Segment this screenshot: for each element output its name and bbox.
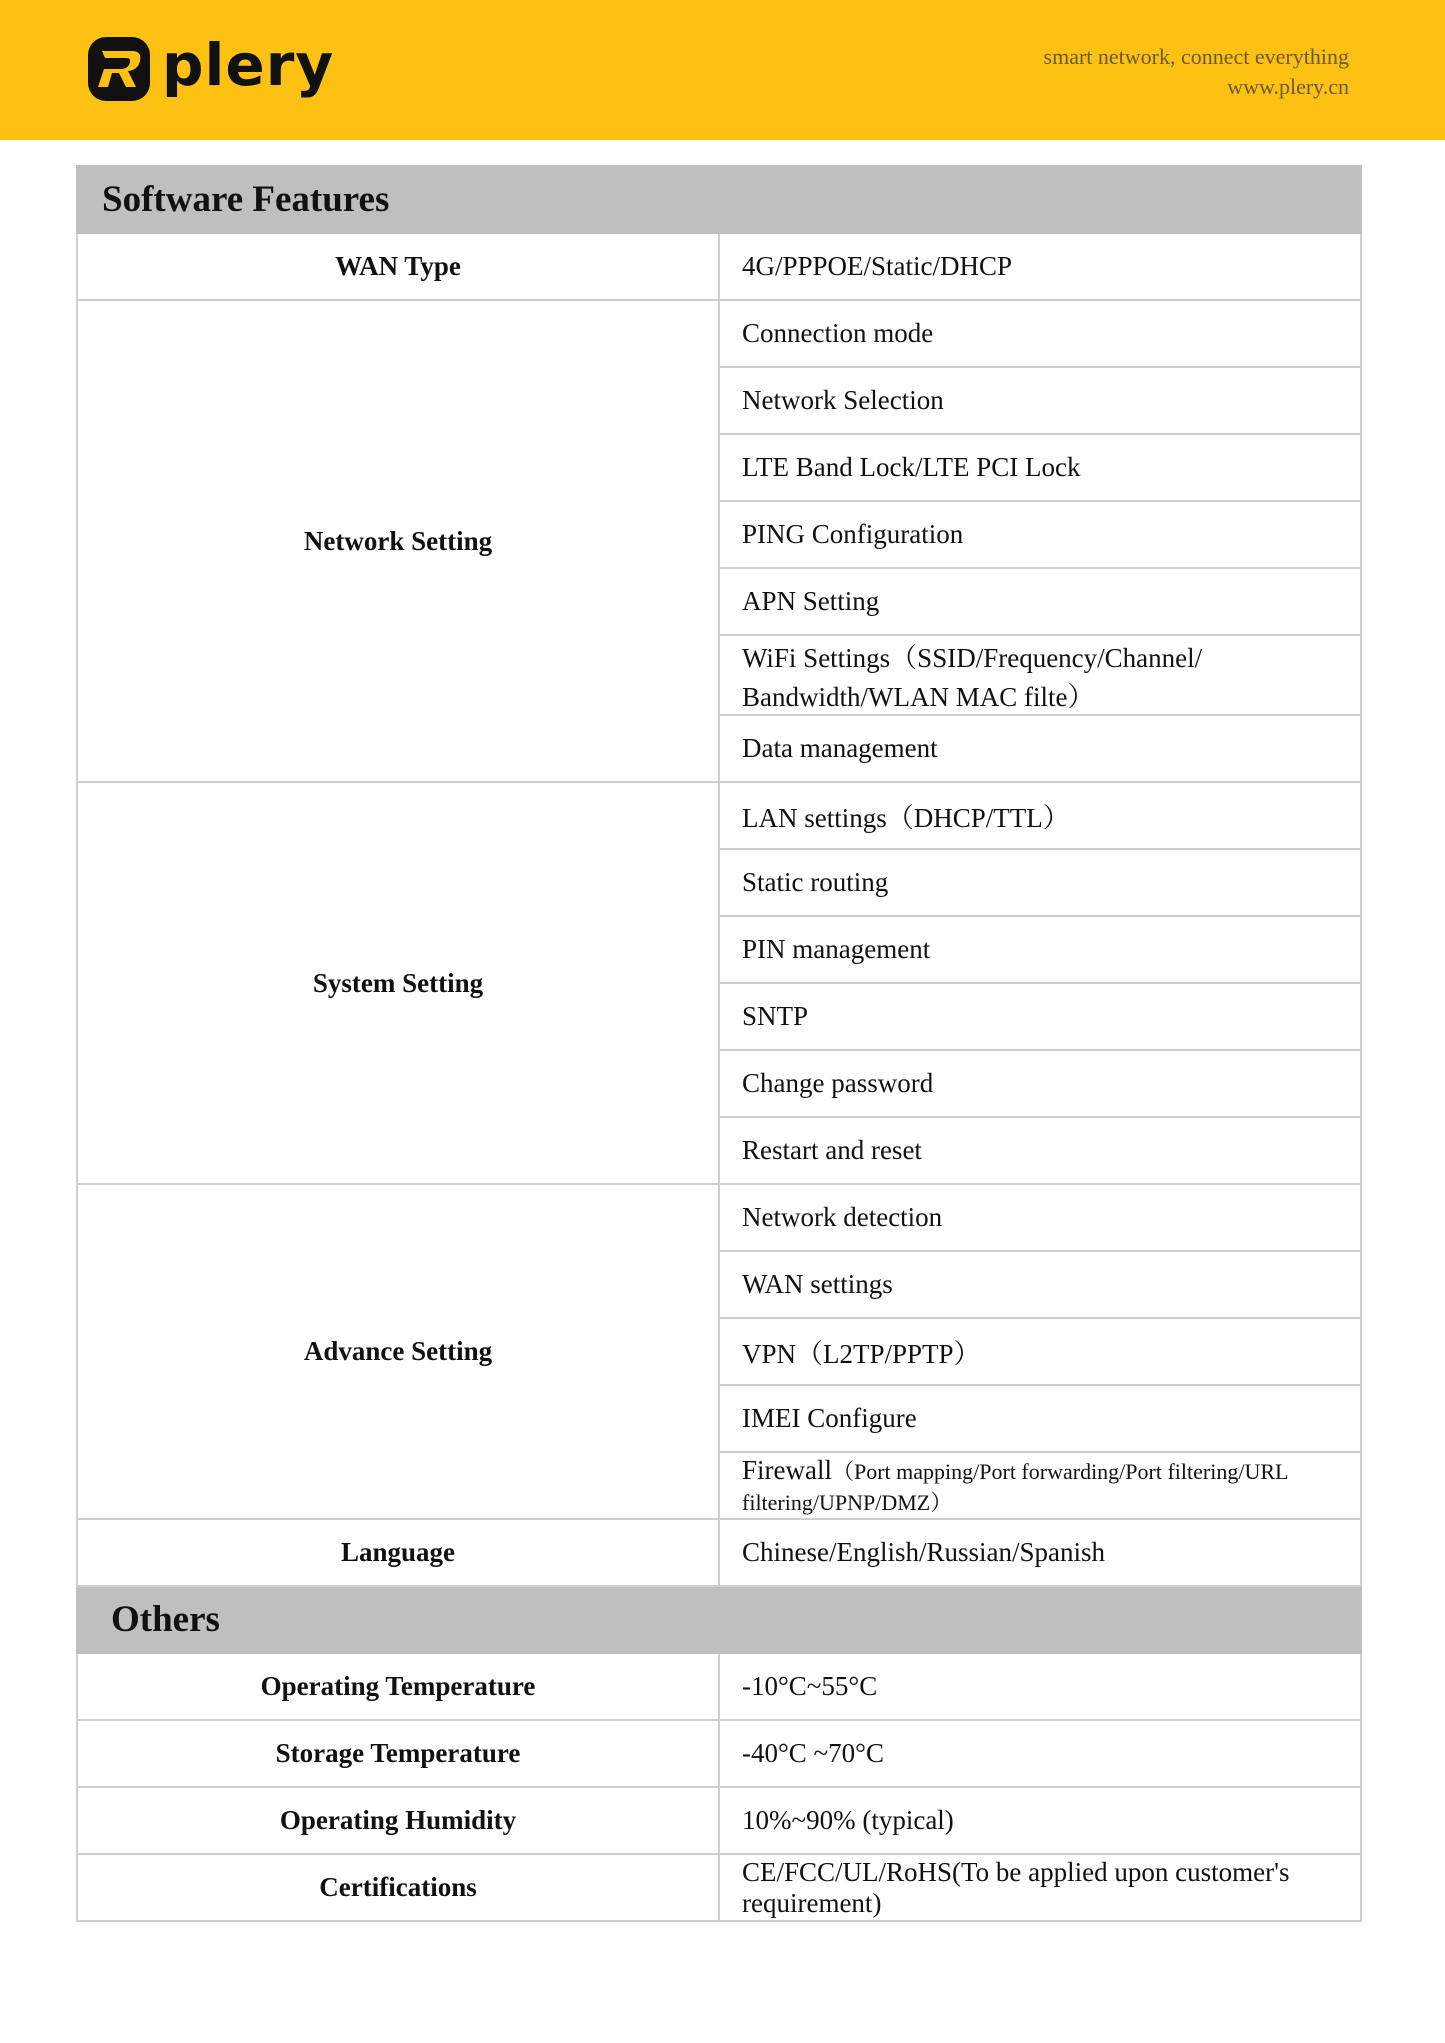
row-value: Data management: [719, 715, 1361, 782]
brand-name: plery: [162, 31, 335, 99]
row-key: Storage Temperature: [77, 1720, 719, 1787]
table-row: [77, 233, 1361, 300]
row-key: WAN Type: [77, 233, 719, 300]
brand-logo: [88, 31, 335, 101]
row-value: -40°C ~70°C: [719, 1720, 1361, 1787]
table-row: [77, 1184, 1361, 1251]
row-value: Chinese/English/Russian/Spanish: [719, 1519, 1361, 1586]
row-value: PING Configuration: [719, 501, 1361, 568]
row-value: Restart and reset: [719, 1117, 1361, 1184]
row-value: SNTP: [719, 983, 1361, 1050]
row-value: -10°C~55°C: [719, 1653, 1361, 1720]
tagline: [1044, 42, 1349, 102]
row-value-firewall: [719, 1452, 1361, 1519]
row-value: WAN settings: [719, 1251, 1361, 1318]
r-logo-icon: [88, 37, 150, 101]
row-key: Operating Temperature: [77, 1653, 719, 1720]
website-link[interactable]: www.plery.cn: [1227, 74, 1349, 99]
row-value: PIN management: [719, 916, 1361, 983]
row-value: Network detection: [719, 1184, 1361, 1251]
row-value: Connection mode: [719, 300, 1361, 367]
section-header-others: [77, 1586, 1361, 1653]
row-value: IMEI Configure: [719, 1385, 1361, 1452]
table-row: [77, 1787, 1361, 1854]
row-key: Certifications: [77, 1854, 719, 1921]
row-key: Advance Setting: [77, 1184, 719, 1519]
firewall-label: Firewall: [742, 1454, 832, 1485]
row-value: LTE Band Lock/LTE PCI Lock: [719, 434, 1361, 501]
row-value: APN Setting: [719, 568, 1361, 635]
table-row: [77, 782, 1361, 849]
row-value: Static routing: [719, 849, 1361, 916]
row-key: Network Setting: [77, 300, 719, 782]
row-value: Network Selection: [719, 367, 1361, 434]
tagline-text: smart network, connect everything: [1043, 44, 1349, 69]
row-value: LAN settings（DHCP/TTL）: [719, 782, 1361, 849]
section-title: Others: [77, 1586, 1361, 1653]
section-title: Software Features: [77, 166, 1361, 233]
spec-table: [76, 165, 1362, 1922]
table-row: [77, 1854, 1361, 1921]
row-value: Change password: [719, 1050, 1361, 1117]
section-header-software: [77, 166, 1361, 233]
table-row: [77, 1720, 1361, 1787]
table-row: [77, 300, 1361, 367]
table-row: [77, 1519, 1361, 1586]
row-value: WiFi Settings（SSID/Frequency/Channel/ Bandwidth/WLAN MAC filte）: [719, 635, 1361, 715]
row-value: VPN（L2TP/PPTP）: [719, 1318, 1361, 1385]
row-value: 4G/PPPOE/Static/DHCP: [719, 233, 1361, 300]
row-key: Operating Humidity: [77, 1787, 719, 1854]
row-value: 10%~90% (typical): [719, 1787, 1361, 1854]
firewall-detail: （Port mapping/Port forwarding/Port filtering/URL filtering/UPNP/DMZ）: [742, 1458, 1288, 1515]
row-key: System Setting: [77, 782, 719, 1184]
table-row: [77, 1653, 1361, 1720]
row-key: Language: [77, 1519, 719, 1586]
header-banner: [0, 0, 1445, 140]
row-value: CE/FCC/UL/RoHS(To be applied upon customer's requirement): [719, 1854, 1361, 1921]
